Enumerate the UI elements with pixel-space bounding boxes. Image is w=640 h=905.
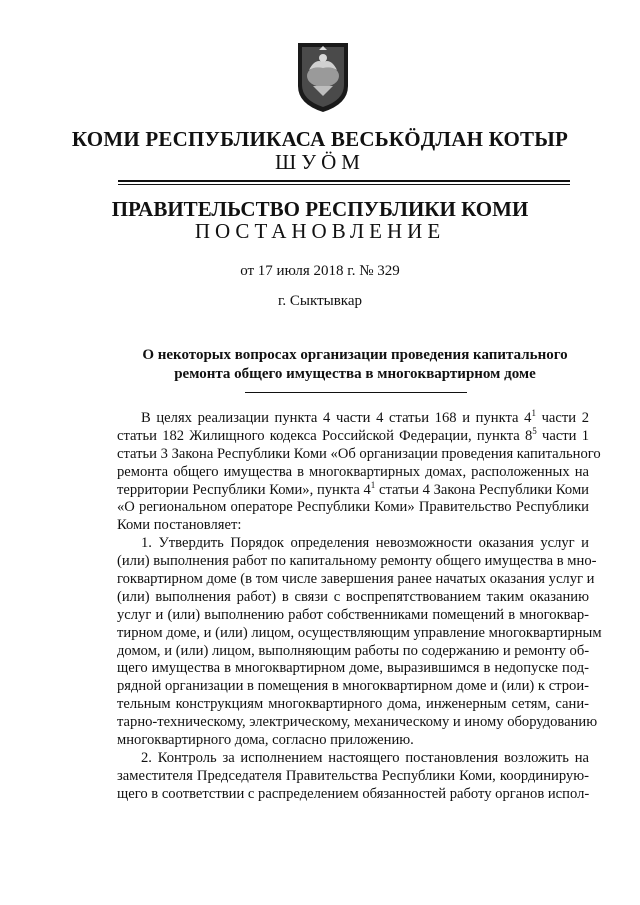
document-body: [117, 408, 602, 804]
body-line: услуг и (или) выполнению работ собственниками помещений в многоквар-: [117, 606, 589, 623]
komi-government-title: КОМИ РЕСПУБЛИКАСА ВЕСЬКӦДЛАН КОТЫР: [71, 127, 569, 151]
komi-document-type: ШУӦМ: [275, 150, 365, 174]
document-city: г. Сыктывкар: [277, 293, 363, 309]
body-line: щего имущества в многоквартирном доме, выразившимся в недопуске под-: [117, 660, 589, 677]
government-title: ПРАВИТЕЛЬСТВО РЕСПУБЛИКИ КОМИ: [111, 197, 529, 221]
body-line: Коми постановляет:: [117, 517, 242, 534]
body-line: ремонта общего имущества в многоквартирных домах, расположенных на: [117, 463, 589, 480]
body-line: многоквартирного дома, согласно приложению.: [117, 732, 414, 749]
body-line: (или) выполнения работ по капитальному ремонту общего имущества в мно-: [117, 553, 597, 570]
body-line: заместителя Председателя Правительства Республики Коми, координирую-: [117, 767, 589, 784]
document-date-number: от 17 июля 2018 г. № 329: [240, 263, 400, 279]
body-line: территории Республики Коми», пункта $4^1$ статьи 4 Закона Республики Коми: [117, 479, 589, 498]
body-line: тирном доме, и (или) лицом, осуществляющим управление многоквартирным: [117, 624, 602, 641]
body-line: В целях реализации пункта 4 части 4 статьи 168 и пункта $4^1$ части 2: [141, 408, 589, 426]
subject-divider: [245, 392, 467, 393]
body-line: «О региональном операторе Республики Коми» Правительство Республики: [117, 499, 589, 516]
body-line: тарно-техническому, электрическому, механическому и иному оборудованию: [117, 714, 598, 731]
body-line: рядной организации в помещения в многоквартирном доме и (или) к строи-: [117, 678, 589, 695]
document-type: ПОСТАНОВЛЕНИЕ: [194, 219, 446, 243]
body-line: (или) выполнения работ) в связи с воспрепятствованием таким оказанию: [117, 588, 589, 605]
header-divider-thin: [118, 184, 570, 185]
body-line: 1. Утвердить Порядок определения невозможности оказания услуг и: [141, 535, 589, 552]
body-line: тельным конструкциям многоквартирного дома, инженерным сетям, сани-: [117, 696, 589, 713]
body-line: гоквартирном доме (в том числе завершения ранее начатых оказания услуг и: [117, 571, 595, 588]
komi-coat-of-arms-emblem: [295, 40, 351, 114]
subject-line: ремонта общего имущества в многоквартирном доме: [174, 366, 536, 382]
body-line: щего в соответствии с распределением обязанностей работу органов испол-: [117, 785, 590, 802]
header-divider-thick: [118, 180, 570, 182]
subject-line: О некоторых вопросах организации проведения капитального: [142, 347, 568, 363]
body-line: статьи 182 Жилищного кодекса Российской Федерации, пункта $8^5$ части 1: [117, 425, 589, 444]
document-subject: [120, 346, 590, 384]
body-line: 2. Контроль за исполнением настоящего постановления возложить на: [141, 749, 589, 766]
body-line: статьи 3 Закона Республики Коми «Об организации проведения капитального: [117, 445, 601, 462]
body-line: домом, и (или) лицом, выполняющим работы по содержанию и ремонту об-: [117, 642, 590, 659]
